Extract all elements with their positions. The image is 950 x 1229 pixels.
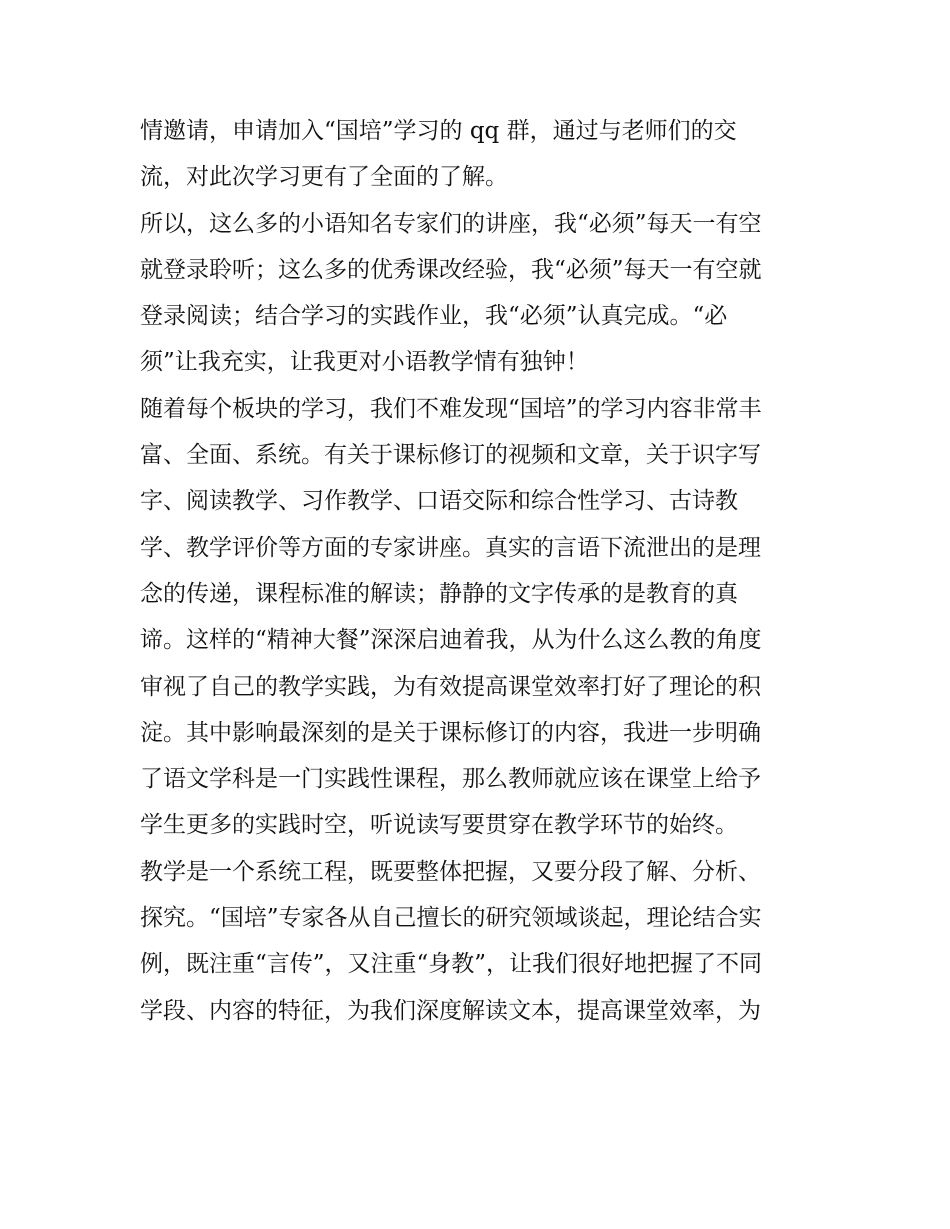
text-line: 教学是一个系统工程，既要整体把握，又要分段了解、分析、: [140, 858, 761, 885]
text-line: 须”让我充实，让我更对小语教学情有独钟！: [140, 349, 589, 376]
text-line: 学、教学评价等方面的专家讲座。真实的言语下流泄出的是理: [140, 534, 761, 561]
text-line: 了语文学科是一门实践性课程，那么教师就应该在课堂上给予: [140, 766, 761, 793]
text-line: 情邀请，申请加入“国培”学习的 qq 群，通过与老师们的交: [140, 118, 737, 144]
text-line: 流，对此次学习更有了全面的了解。: [140, 164, 508, 191]
text-line: 探究。“国培”专家各从自己擅长的研究领域谈起，理论结合实: [140, 905, 762, 932]
text-line: 审视了自己的教学实践，为有效提高课堂效率打好了理论的积: [140, 673, 761, 700]
text-line: 淀。其中影响最深刻的是关于课标修订的内容，我进一步明确: [140, 719, 761, 746]
text-line: 所以，这么多的小语知名专家们的讲座，我“必须”每天一有空: [140, 210, 762, 237]
text-line: 富、全面、系统。有关于课标修订的视频和文章，关于识字写: [140, 442, 761, 469]
text-line: 学段、内容的特征，为我们深度解读文本，提高课堂效率，为: [140, 997, 761, 1024]
text-line: 字、阅读教学、习作教学、口语交际和综合性学习、古诗教: [140, 488, 738, 515]
text-line: 就登录聆听；这么多的优秀课改经验，我“必须”每天一有空就: [140, 256, 762, 283]
text-line: 登录阅读；结合学习的实践作业，我“必须”认真完成。“必: [140, 303, 728, 330]
text-line: 谛。这样的“精神大餐”深深启迪着我，从为什么这么教的角度: [140, 627, 762, 654]
document-body: [140, 108, 830, 1034]
text-line: 念的传递，课程标准的解读；静静的文字传承的是教育的真: [140, 580, 738, 607]
text-line: 例，既注重“言传”，又注重“身教”，让我们很好地把握了不同: [140, 951, 763, 978]
text-line: 学生更多的实践时空，听说读写要贯穿在教学环节的始终。: [140, 812, 738, 839]
text-line: 随着每个板块的学习，我们不难发现“国培”的学习内容非常丰: [140, 395, 762, 422]
